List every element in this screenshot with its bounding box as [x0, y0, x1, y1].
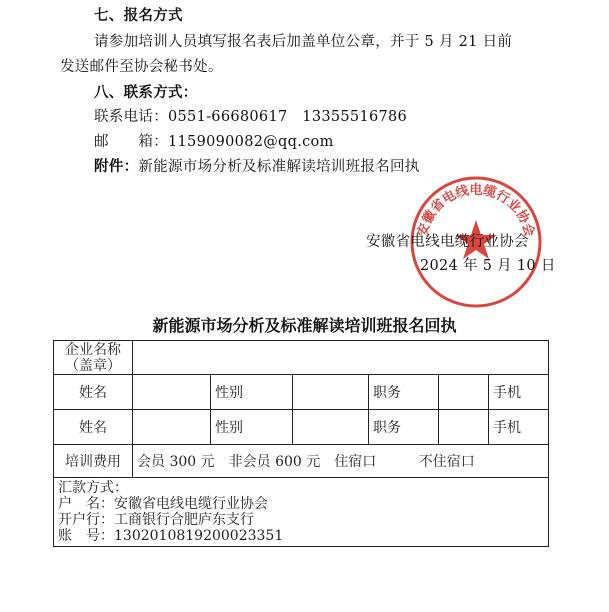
phone-label-2: 手机 [493, 420, 521, 436]
section7-heading: 七、报名方式 [94, 7, 183, 24]
email-value: 1159090082@qq.com [168, 134, 334, 150]
name-field-2[interactable] [133, 410, 211, 445]
gender-field-1[interactable] [293, 375, 369, 410]
email-label: 邮 箱： [94, 134, 168, 150]
org-name-field[interactable] [133, 341, 549, 375]
phone-label: 联系电话： [94, 109, 168, 125]
org-name-label: 企业名称 [65, 341, 121, 358]
position-label-2: 职务 [369, 410, 439, 445]
remit-bank: 开户行：工商银行合肥庐东支行 [58, 512, 254, 528]
position-field-1[interactable] [439, 375, 489, 410]
attachment-text: 新能源市场分析及标准解读培训班报名回执 [138, 159, 420, 175]
remittance-info [54, 478, 549, 547]
signature-date: 2024 年 5 月 10 日 [420, 258, 556, 274]
gender-label-2: 性别 [211, 410, 293, 445]
remit-account-no: 账 号：1302010819200023351 [58, 528, 284, 544]
contact-phone [94, 107, 407, 127]
section8-heading: 八、联系方式： [94, 84, 198, 101]
attachment-label: 附件： [94, 158, 139, 175]
gender-label-1: 性别 [211, 375, 293, 410]
phone-label-1: 手机 [493, 385, 521, 401]
signature-org: 安徽省电线电缆行业协会 [366, 234, 529, 250]
name-field-1[interactable] [133, 375, 211, 410]
seal-text: 安徽省电线电缆行业协会 [415, 183, 537, 239]
section7-body-line2: 发送邮件至协会秘书处。 [60, 59, 223, 75]
remit-account-name: 户 名：安徽省电线电缆行业协会 [58, 496, 268, 512]
section7-body-line1: 请参加培训人员填写报名表后加盖单位公章，并于 5 月 21 日前 [94, 34, 513, 50]
attachment-line [94, 157, 420, 177]
fee-label: 培训费用 [54, 445, 133, 478]
form-title: 新能源市场分析及标准解读培训班报名回执 [152, 316, 457, 335]
phone-cell-1[interactable] [489, 375, 549, 410]
org-seal-label: （盖章） [65, 357, 121, 374]
org-name-label-cell [54, 341, 133, 375]
gender-field-2[interactable] [293, 410, 369, 445]
phone-cell-2[interactable] [489, 410, 549, 445]
name-label-2: 姓名 [54, 410, 133, 445]
position-label-1: 职务 [369, 375, 439, 410]
position-field-2[interactable] [439, 410, 489, 445]
no-lodging-option[interactable]: 不住宿口 [418, 454, 475, 470]
registration-form [53, 340, 549, 547]
phone-value: 0551-66680617 13355516786 [168, 109, 408, 125]
name-label-1: 姓名 [54, 375, 133, 410]
contact-email [94, 132, 334, 152]
remit-heading: 汇款方式： [58, 480, 128, 496]
fee-text: 会员 300 元 非会员 600 元 住宿口 [137, 454, 377, 470]
fee-options [133, 445, 549, 478]
